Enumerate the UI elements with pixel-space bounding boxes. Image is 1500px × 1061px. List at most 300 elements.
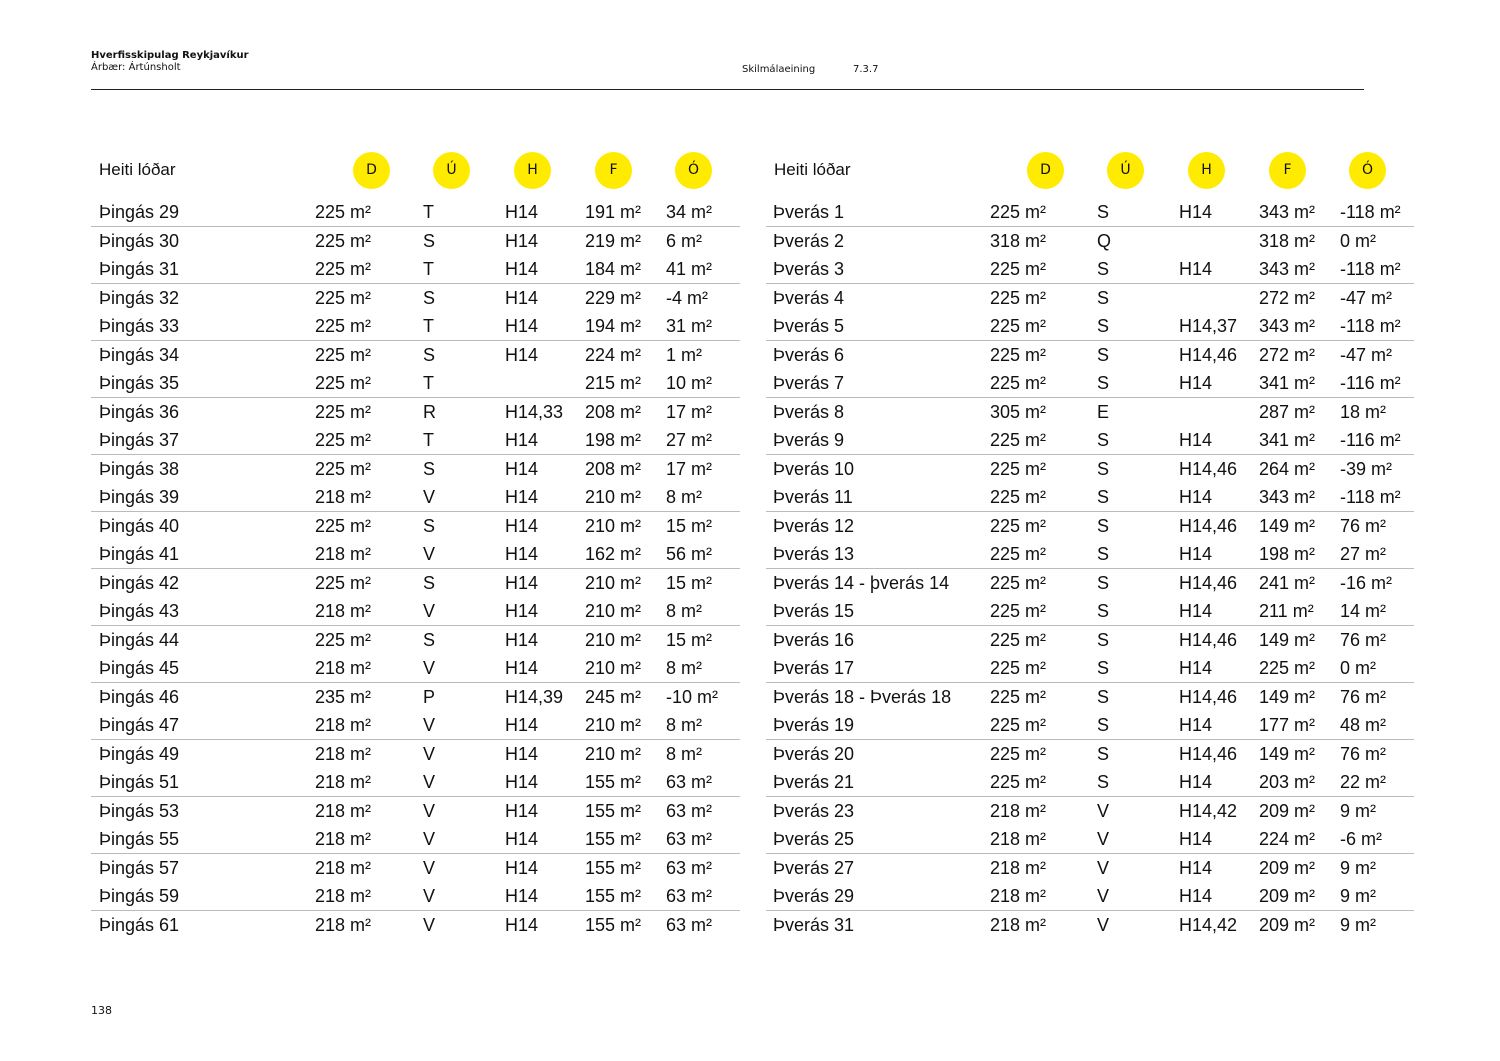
cell-h: H14 [505,288,539,308]
cell-o: 76 m² [1340,687,1387,707]
cell-lot-name: Þverás 6 [773,345,845,365]
cell-o: -6 m² [1340,829,1382,849]
cell-h: H14 [505,573,539,593]
cell-h: H14 [505,544,539,564]
cell-f: 198 m² [1259,544,1316,564]
cell-f: 184 m² [585,259,642,279]
cell-d: 218 m² [315,715,372,735]
table-row [91,227,740,255]
cell-u: S [1097,202,1110,222]
cell-o: 8 m² [666,744,702,764]
cell-lot-name: Þingás 43 [99,601,180,621]
table-row [766,825,1414,854]
table-row [766,483,1414,512]
table-row [766,911,1414,939]
cell-d: 218 m² [315,544,372,564]
cell-lot-name: Þingás 42 [99,573,180,593]
cell-d: 225 m² [315,202,372,222]
cell-lot-name: Þingás 34 [99,345,180,365]
cell-f: 149 m² [1259,516,1316,536]
cell-lot-name: Þverás 31 [773,915,855,935]
table-row [91,882,740,911]
cell-d: 225 m² [990,601,1047,621]
column-badge-f: F [595,152,632,189]
cell-u: T [423,202,434,222]
cell-u: S [423,630,436,650]
cell-f: 224 m² [1259,829,1316,849]
cell-d: 225 m² [990,487,1047,507]
cell-u: V [1097,829,1110,849]
cell-o: 63 m² [666,829,713,849]
cell-lot-name: Þingás 36 [99,402,180,422]
cell-u: V [1097,858,1110,878]
cell-lot-name: Þverás 8 [773,402,845,422]
cell-h: H14 [1179,658,1213,678]
column-badge-d: D [353,152,390,189]
cell-f: 177 m² [1259,715,1316,735]
cell-h: H14 [1179,886,1213,906]
table-body [766,198,1414,939]
cell-f: 209 m² [1259,858,1316,878]
header-divider [91,89,1364,90]
cell-o: -47 m² [1340,345,1393,365]
table-row [766,768,1414,797]
cell-h: H14 [505,744,539,764]
cell-f: 287 m² [1259,402,1316,422]
cell-lot-name: Þingás 30 [99,231,180,251]
cell-u: S [1097,259,1110,279]
cell-f: 343 m² [1259,487,1316,507]
cell-h: H14 [505,259,539,279]
cell-o: 27 m² [1340,544,1387,564]
cell-u: V [423,487,436,507]
table-row [91,854,740,882]
cell-o: 0 m² [1340,231,1376,251]
column-badge-u: Ú [1107,152,1144,189]
cell-lot-name: Þverás 2 [773,231,845,251]
cell-o: 9 m² [1340,915,1376,935]
cell-h: H14 [505,231,539,251]
cell-o: 41 m² [666,259,713,279]
cell-h: H14 [505,516,539,536]
cell-u: S [423,345,436,365]
cell-lot-name: Þverás 7 [773,373,845,393]
cell-o: 63 m² [666,858,713,878]
cell-f: 272 m² [1259,288,1316,308]
cell-f: 155 m² [585,886,642,906]
table-row [91,540,740,569]
cell-o: 56 m² [666,544,713,564]
cell-lot-name: Þverás 11 [773,487,853,507]
cell-h: H14 [505,316,539,336]
cell-lot-name: Þingás 31 [99,259,180,279]
table-row [91,740,740,768]
cell-o: 27 m² [666,430,713,450]
cell-d: 218 m² [315,772,372,792]
cell-u: T [423,373,434,393]
column-badge-h: H [514,152,551,189]
cell-o: 14 m² [1340,601,1387,621]
cell-u: S [1097,772,1110,792]
table-row [766,369,1414,398]
document-title: Hverfisskipulag Reykjavíkur [91,50,249,61]
cell-u: V [423,829,436,849]
cell-lot-name: Þingás 45 [99,658,180,678]
cell-d: 218 m² [990,858,1047,878]
cell-d: 225 m² [990,373,1047,393]
table-row [91,711,740,740]
cell-f: 264 m² [1259,459,1316,479]
column-badge-h: H [1188,152,1225,189]
cell-h: H14 [505,430,539,450]
cell-h: H14,42 [1179,915,1238,935]
cell-u: S [423,231,436,251]
table-row [91,512,740,540]
cell-u: V [423,858,436,878]
cell-o: -47 m² [1340,288,1393,308]
cell-f: 210 m² [585,516,642,536]
cell-u: V [1097,801,1110,821]
cell-f: 162 m² [585,544,642,564]
table-row [91,198,740,227]
cell-lot-name: Þverás 29 [773,886,855,906]
cell-u: S [423,516,436,536]
column-badge-o: Ó [1349,152,1386,189]
cell-o: 15 m² [666,516,713,536]
cell-f: 210 m² [585,744,642,764]
cell-h: H14,39 [505,687,564,707]
cell-o: 1 m² [666,345,702,365]
cell-o: -118 m² [1340,259,1401,279]
cell-o: 48 m² [1340,715,1387,735]
cell-u: V [423,915,436,935]
table-row [91,569,740,597]
cell-lot-name: Þingás 53 [99,801,180,821]
cell-h: H14,46 [1179,630,1238,650]
cell-h: H14 [505,601,539,621]
cell-d: 225 m² [315,259,372,279]
cell-o: 63 m² [666,772,713,792]
cell-h: H14 [1179,430,1213,450]
cell-h: H14 [505,630,539,650]
cell-u: V [423,601,436,621]
table-row [91,597,740,626]
cell-d: 225 m² [990,516,1047,536]
cell-d: 225 m² [315,345,372,365]
table-row [91,398,740,426]
cell-f: 198 m² [585,430,642,450]
cell-d: 225 m² [990,459,1047,479]
cell-u: V [423,886,436,906]
table-row [766,198,1414,227]
cell-u: S [1097,630,1110,650]
table-row [766,854,1414,882]
cell-h: H14 [1179,487,1213,507]
cell-d: 225 m² [315,630,372,650]
table-row [766,597,1414,626]
column-badge-u: Ú [433,152,470,189]
cell-f: 155 m² [585,858,642,878]
cell-o: 31 m² [666,316,713,336]
cell-lot-name: Þverás 16 [773,630,855,650]
cell-o: 9 m² [1340,801,1376,821]
table-row [91,369,740,398]
cell-o: 15 m² [666,573,713,593]
cell-h: H14,46 [1179,573,1238,593]
cell-lot-name: Þingás 61 [99,915,180,935]
cell-d: 225 m² [315,430,372,450]
cell-lot-name: Þverás 21 [773,772,855,792]
cell-d: 225 m² [990,744,1047,764]
cell-lot-name: Þingás 35 [99,373,180,393]
cell-f: 343 m² [1259,259,1316,279]
cell-h: H14 [1179,829,1213,849]
cell-f: 209 m² [1259,801,1316,821]
cell-o: 9 m² [1340,886,1376,906]
cell-f: 210 m² [585,487,642,507]
cell-d: 225 m² [990,345,1047,365]
cell-d: 218 m² [315,601,372,621]
column-badge-f: F [1269,152,1306,189]
table-row [766,569,1414,597]
cell-d: 225 m² [990,772,1047,792]
cell-h: H14,46 [1179,744,1238,764]
cell-d: 225 m² [315,573,372,593]
cell-h: H14 [505,858,539,878]
cell-d: 225 m² [315,459,372,479]
column-badge-d: D [1027,152,1064,189]
cell-f: 343 m² [1259,202,1316,222]
cell-h: H14 [505,886,539,906]
cell-lot-name: Þverás 25 [773,829,855,849]
cell-h: H14 [1179,715,1213,735]
cell-o: 76 m² [1340,516,1387,536]
cell-d: 218 m² [315,658,372,678]
cell-h: H14 [505,658,539,678]
cell-d: 225 m² [315,288,372,308]
cell-d: 218 m² [990,886,1047,906]
cell-f: 208 m² [585,459,642,479]
table-row [91,284,740,312]
cell-h: H14,37 [1179,316,1238,336]
cell-f: 208 m² [585,402,642,422]
cell-f: 155 m² [585,829,642,849]
cell-o: -10 m² [666,687,719,707]
table-row [766,284,1414,312]
cell-h: H14 [1179,544,1213,564]
cell-u: S [1097,487,1110,507]
cell-lot-name: Þingás 55 [99,829,180,849]
cell-f: 215 m² [585,373,642,393]
document-subtitle: Árbær: Ártúnsholt [91,62,181,73]
cell-d: 225 m² [315,516,372,536]
cell-f: 341 m² [1259,430,1316,450]
cell-o: 76 m² [1340,744,1387,764]
cell-o: 63 m² [666,886,713,906]
cell-u: V [1097,915,1110,935]
cell-u: S [423,459,436,479]
cell-d: 225 m² [990,544,1047,564]
cell-u: S [1097,658,1110,678]
cell-d: 225 m² [315,402,372,422]
cell-h: H14 [505,345,539,365]
cell-f: 149 m² [1259,630,1316,650]
cell-o: 10 m² [666,373,713,393]
cell-d: 218 m² [315,801,372,821]
cell-u: T [423,430,434,450]
cell-u: S [1097,687,1110,707]
cell-h: H14,46 [1179,459,1238,479]
cell-f: 211 m² [1259,601,1314,621]
lot-table-right [766,150,1414,935]
cell-f: 318 m² [1259,231,1316,251]
cell-d: 318 m² [990,231,1047,251]
cell-d: 225 m² [990,202,1047,222]
cell-u: S [1097,316,1110,336]
cell-u: S [1097,345,1110,365]
cell-h: H14 [505,487,539,507]
cell-d: 225 m² [315,373,372,393]
table-row [91,825,740,854]
cell-f: 343 m² [1259,316,1316,336]
cell-o: -118 m² [1340,487,1401,507]
cell-u: V [423,544,436,564]
cell-f: 194 m² [585,316,642,336]
cell-o: 8 m² [666,715,702,735]
cell-u: V [1097,886,1110,906]
cell-lot-name: Þverás 12 [773,516,855,536]
cell-o: 76 m² [1340,630,1387,650]
cell-u: V [423,801,436,821]
cell-o: 0 m² [1340,658,1376,678]
cell-lot-name: Þingás 49 [99,744,180,764]
cell-o: 22 m² [1340,772,1387,792]
column-header-name: Heiti lóðar [774,160,851,179]
cell-lot-name: Þverás 13 [773,544,855,564]
cell-o: 9 m² [1340,858,1376,878]
table-row [91,483,740,512]
table-row [766,683,1414,711]
cell-o: -118 m² [1340,316,1401,336]
cell-u: S [1097,715,1110,735]
table-row [91,683,740,711]
table-row [766,740,1414,768]
cell-d: 225 m² [990,316,1047,336]
cell-lot-name: Þingás 38 [99,459,180,479]
cell-h: H14 [505,801,539,821]
table-row [766,227,1414,255]
cell-d: 225 m² [990,658,1047,678]
cell-u: Q [1097,231,1112,251]
cell-d: 218 m² [315,744,372,764]
column-badge-o: Ó [675,152,712,189]
cell-lot-name: Þingás 39 [99,487,180,507]
cell-lot-name: Þingás 44 [99,630,180,650]
cell-f: 210 m² [585,715,642,735]
cell-d: 218 m² [315,915,372,935]
cell-d: 225 m² [990,288,1047,308]
table-row [91,626,740,654]
cell-lot-name: Þingás 40 [99,516,180,536]
cell-lot-name: Þverás 23 [773,801,855,821]
cell-h: H14 [1179,601,1213,621]
table-row [766,398,1414,426]
cell-o: -16 m² [1340,573,1393,593]
cell-h: H14,46 [1179,516,1238,536]
table-row [766,455,1414,483]
cell-f: 210 m² [585,573,642,593]
cell-u: S [1097,430,1110,450]
table-row [91,654,740,683]
cell-d: 218 m² [990,915,1047,935]
cell-f: 155 m² [585,772,642,792]
cell-o: 8 m² [666,601,702,621]
cell-h: H14,33 [505,402,564,422]
cell-d: 225 m² [315,231,372,251]
table-row [91,455,740,483]
cell-lot-name: Þverás 3 [773,259,845,279]
cell-u: T [423,259,434,279]
cell-h: H14 [505,715,539,735]
cell-f: 155 m² [585,915,642,935]
cell-u: S [1097,288,1110,308]
cell-f: 209 m² [1259,915,1316,935]
cell-lot-name: Þingás 33 [99,316,180,336]
cell-f: 245 m² [585,687,642,707]
table-row [766,341,1414,369]
table-row [766,711,1414,740]
cell-lot-name: Þingás 47 [99,715,180,735]
cell-f: 224 m² [585,345,642,365]
table-row [766,626,1414,654]
cell-d: 218 m² [315,487,372,507]
cell-lot-name: Þingás 59 [99,886,180,906]
cell-lot-name: Þingás 51 [99,772,180,792]
cell-f: 210 m² [585,658,642,678]
cell-o: 63 m² [666,801,713,821]
cell-lot-name: Þverás 27 [773,858,855,878]
cell-d: 218 m² [315,858,372,878]
cell-u: V [423,772,436,792]
cell-lot-name: Þverás 17 [773,658,855,678]
cell-d: 225 m² [990,259,1047,279]
cell-o: 17 m² [666,402,713,422]
cell-u: S [1097,544,1110,564]
cell-o: -118 m² [1340,202,1401,222]
cell-u: S [1097,373,1110,393]
cell-d: 218 m² [315,886,372,906]
cell-u: V [423,744,436,764]
cell-f: 272 m² [1259,345,1316,365]
section-number: 7.3.7 [853,64,879,75]
table-row [766,426,1414,455]
table-row [766,882,1414,911]
cell-o: -4 m² [666,288,708,308]
cell-f: 155 m² [585,801,642,821]
cell-lot-name: Þverás 15 [773,601,855,621]
cell-o: 8 m² [666,658,702,678]
table-row [766,654,1414,683]
table-row [91,426,740,455]
cell-u: E [1097,402,1110,422]
cell-u: V [423,715,436,735]
cell-u: S [423,288,436,308]
cell-o: 18 m² [1340,402,1387,422]
table-row [766,540,1414,569]
cell-h: H14 [505,202,539,222]
cell-f: 191 m² [585,202,642,222]
table-row [766,512,1414,540]
